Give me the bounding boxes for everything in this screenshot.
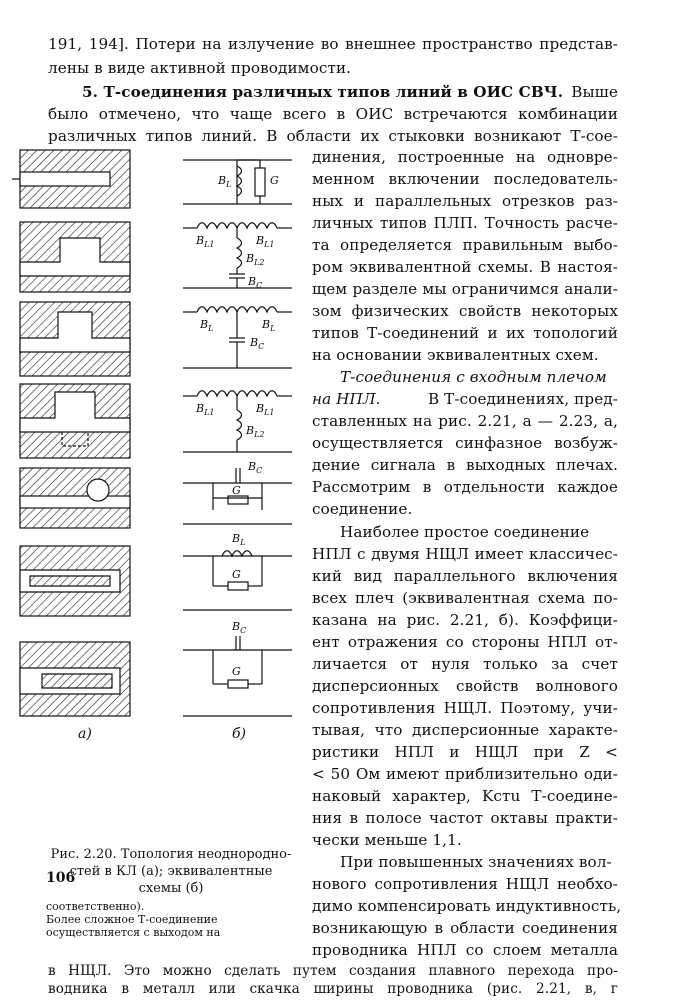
topology-2: [20, 222, 130, 292]
svg-text:G: G: [270, 174, 279, 187]
text-line: ент отражения со стороны НПЛ от-: [312, 633, 618, 651]
text-line: типов Т-соединений и их топологий: [312, 324, 618, 342]
svg-text:BL: $B_L$: [232, 532, 246, 547]
text-line: осуществляется синфазное возбуж-: [312, 434, 618, 452]
section-heading: 5. Т-соединения различных типов линий в ОИС СВЧ.: [82, 83, 564, 101]
label-a-text: а): [78, 726, 92, 742]
circuit-7: [183, 620, 292, 716]
continuation-block: [46, 900, 296, 939]
svg-text:BL1: $B_{L1}$: [196, 234, 215, 249]
text-line: наковый характер, Kстu Т-соедине-: [312, 787, 618, 805]
text-line: личается от нуля только за счет: [312, 655, 618, 673]
svg-text:BL2: $B_{L2}$: [246, 252, 265, 267]
circuit-3: [183, 307, 292, 368]
text-line: соответственно).: [46, 900, 145, 913]
text-line: ния в полосе частот октавы практи-: [312, 809, 618, 827]
svg-text:BC: $B_C$: [248, 460, 263, 475]
text-line: зом физических свойств некоторых: [312, 302, 618, 320]
text-line: динения, построенные на одновре-: [312, 148, 618, 166]
topology-6: [20, 546, 130, 616]
italic-text: на НПЛ.: [312, 390, 381, 408]
svg-text:G: G: [232, 484, 241, 497]
topology-1: [12, 150, 130, 208]
text-line: та определяется правильным выбо-: [312, 236, 618, 254]
text-line: 191, 194]. Потери на излучение во внешнее пространство представ-: [48, 35, 618, 53]
svg-text:BL1: $B_{L1}$: [256, 234, 275, 249]
text-line: проводника НПЛ со слоем металла: [312, 941, 618, 959]
italic-text: Т-соединения с входным плечом: [340, 368, 607, 386]
text-line: ром эквивалентной схемы. В настоя-: [312, 258, 618, 276]
text-line: щем разделе мы ограничимся анали-: [312, 280, 618, 298]
text-line: личных типов ПЛП. Точность расче-: [312, 214, 618, 232]
svg-text:BL: $B_L$: [262, 318, 276, 333]
text-line: соединение.: [312, 500, 413, 518]
label-b-text: б): [232, 726, 247, 742]
text-line: При повышенных значениях вол-: [340, 853, 612, 871]
figure-label-b: [232, 726, 246, 742]
text-line: на основании эквивалентных схем.: [312, 346, 599, 364]
svg-text:BC: $B_C$: [248, 275, 263, 290]
text-line: сопротивления НЩЛ. Поэтому, учи-: [312, 699, 618, 717]
svg-text:BL1: $B_{L1}$: [196, 402, 215, 417]
text-line: < 50 Ом имеют приблизительно оди-: [312, 765, 618, 783]
text-fragment: Выше: [571, 83, 618, 101]
circuit-6: [183, 532, 292, 610]
text-line: Наиболее простое соединение: [340, 523, 590, 541]
circuit-4: [183, 391, 292, 452]
text-line: нового сопротивления НЩЛ необхо-: [312, 875, 618, 893]
circuit-1: [183, 160, 292, 204]
text-line: менном включении последователь-: [312, 170, 618, 188]
topology-7: [20, 642, 130, 716]
text-line: НПЛ с двумя НЩЛ имеет классичес-: [312, 545, 618, 563]
text-line: возникающую в области соединения: [312, 919, 618, 937]
svg-text:BL1: $B_{L1}$: [256, 402, 275, 417]
text-fragment: В Т-соединениях, пред-: [427, 390, 618, 408]
text-line: димо компенсировать индуктивность,: [312, 897, 622, 915]
text-line: ристики НПЛ и НЩЛ при Z <: [312, 743, 618, 761]
text-line: Рассмотрим в отдельности каждое: [312, 478, 618, 496]
text-line: различных типов линий. В области их стыковки возникают Т-сое-: [48, 127, 618, 145]
caption-line: стей в КЛ (а); эквивалентные: [69, 864, 273, 879]
topology-5: [20, 468, 130, 528]
text-line: кий вид параллельного включения: [312, 567, 618, 585]
text-line: водника в металл или скачка ширины проводника (рис. 2.21, в, г: [48, 981, 618, 997]
text-line: чески меньше 1,1.: [312, 831, 462, 849]
topology-4: [20, 384, 130, 458]
text-line: Более сложное Т-соединение осуществляется с выходом на: [46, 913, 221, 939]
topology-column: [12, 150, 130, 716]
text-line: дение сигнала в выходных плечах.: [312, 456, 618, 474]
equivalent-circuits: [183, 160, 292, 716]
topology-3: [20, 302, 130, 376]
svg-text:BC: $B_C$: [232, 620, 247, 635]
text-line: в НЩЛ. Это можно сделать путем создания плавного перехода про-: [48, 963, 618, 979]
caption-line: Рис. 2.20. Топология неоднородно-: [50, 847, 292, 862]
text-line: ных и параллельных отрезков раз-: [312, 192, 618, 210]
figure-label-a: [78, 726, 92, 742]
svg-text:BL: $B_L$: [200, 318, 214, 333]
text-line: было отмечено, что чаще всего в ОИС встречаются комбинации: [48, 105, 618, 123]
circuit-5: [183, 460, 292, 524]
svg-text:BL2: $B_{L2}$: [246, 424, 265, 439]
svg-text:BC: $B_C$: [250, 336, 265, 351]
text-line: казана на рис. 2.21, б). Коэффици-: [312, 611, 618, 629]
text-line: дисперсионных свойств волнового: [312, 677, 618, 695]
svg-text:BL: $B_L$: [218, 174, 232, 189]
caption-line: схемы (б): [138, 881, 204, 896]
svg-text:G: G: [232, 568, 241, 581]
svg-text:G: G: [232, 665, 241, 678]
text-line: всех плеч (эквивалентная схема по-: [312, 589, 618, 607]
text-line: тывая, что дисперсионные характе-: [312, 721, 618, 739]
text-line: лены в виде активной проводимости.: [48, 59, 352, 77]
circuit-2: [183, 223, 292, 290]
text-line: ставленных на рис. 2.21, а — 2.23, а,: [312, 412, 618, 430]
page-number: 106: [46, 870, 76, 886]
